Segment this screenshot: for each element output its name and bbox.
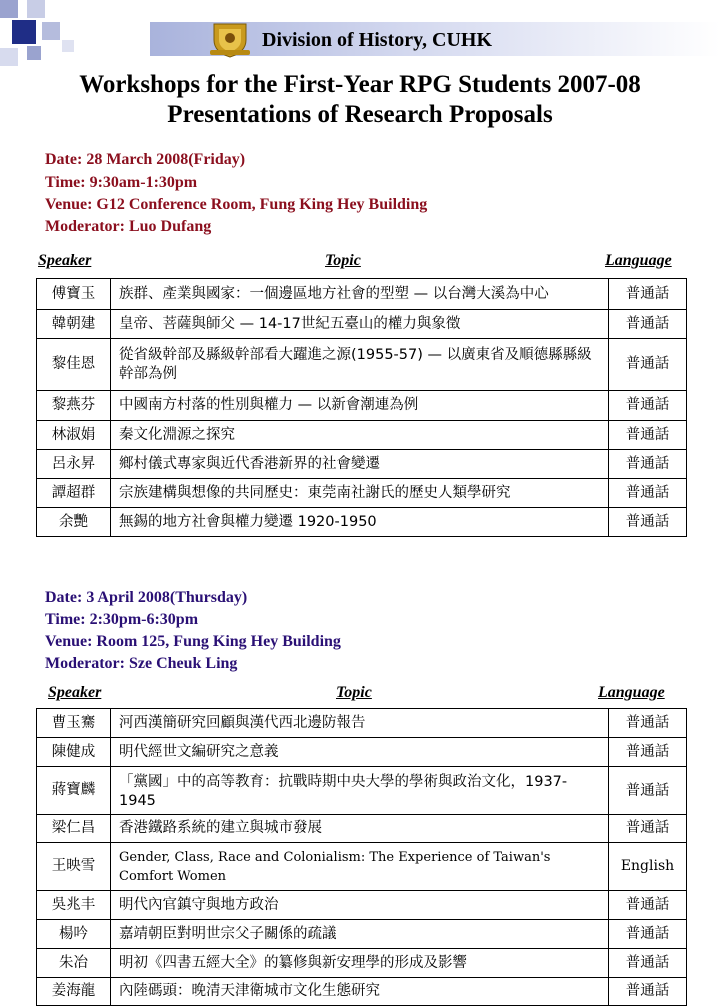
language-cell: 普通話 bbox=[609, 767, 687, 815]
topic-cell: 從省級幹部及縣級幹部看大躍進之源(1955-57) — 以廣東省及順德縣縣級幹部為例 bbox=[111, 339, 609, 391]
table-row bbox=[37, 450, 687, 479]
speaker-cell: 譚超群 bbox=[37, 479, 111, 508]
speaker-cell: 楊吟 bbox=[37, 920, 111, 949]
language-cell: 普通話 bbox=[609, 339, 687, 391]
page-subtitle: Presentations of Research Proposals bbox=[167, 101, 553, 128]
topic-cell: 秦文化淵源之探究 bbox=[111, 421, 609, 450]
language-cell: 普通話 bbox=[609, 815, 687, 843]
language-cell: 普通話 bbox=[609, 508, 687, 537]
speaker-cell: 黎佳恩 bbox=[37, 339, 111, 391]
speaker-cell: 余艷 bbox=[37, 508, 111, 537]
table-row bbox=[37, 339, 687, 391]
speaker-cell: 黎燕芬 bbox=[37, 391, 111, 421]
session1-venue: Venue: G12 Conference Room, Fung King Hey Building bbox=[45, 196, 428, 213]
session1-table bbox=[36, 278, 687, 537]
table-row bbox=[37, 479, 687, 508]
topic-cell: 宗族建構與想像的共同歷史：東莞南社謝氏的歷史人類學研究 bbox=[111, 479, 609, 508]
speaker-cell: 呂永昇 bbox=[37, 450, 111, 479]
language-cell: 普通話 bbox=[609, 310, 687, 339]
table-row bbox=[37, 767, 687, 815]
session2-language-header: Language bbox=[598, 684, 665, 701]
speaker-cell: 梁仁昌 bbox=[37, 815, 111, 843]
table-row bbox=[37, 391, 687, 421]
decor-square bbox=[0, 0, 18, 18]
session2-moderator: Moderator: Sze Cheuk Ling bbox=[45, 655, 238, 672]
language-cell: 普通話 bbox=[609, 279, 687, 310]
speaker-cell: 蔣寶麟 bbox=[37, 767, 111, 815]
topic-cell: 明代內官鎮守與地方政治 bbox=[111, 891, 609, 920]
speaker-cell: 韓朝建 bbox=[37, 310, 111, 339]
language-cell: 普通話 bbox=[609, 920, 687, 949]
speaker-cell: 陳健成 bbox=[37, 738, 111, 767]
speaker-cell: 王映雪 bbox=[37, 843, 111, 891]
topic-cell: 明初《四書五經大全》的纂修與新安理學的形成及影響 bbox=[111, 949, 609, 978]
session2-venue: Venue: Room 125, Fung King Hey Building bbox=[45, 633, 341, 650]
language-cell: 普通話 bbox=[609, 949, 687, 978]
session1-date: Date: 28 March 2008(Friday) bbox=[45, 151, 246, 168]
topic-cell: 鄉村儀式專家與近代香港新界的社會變遷 bbox=[111, 450, 609, 479]
session2-date: Date: 3 April 2008(Thursday) bbox=[45, 589, 248, 606]
table-row bbox=[37, 949, 687, 978]
cuhk-crest-logo bbox=[208, 20, 252, 58]
table-row bbox=[37, 815, 687, 843]
table-row bbox=[37, 709, 687, 738]
decor-square bbox=[12, 20, 36, 44]
decor-square bbox=[27, 46, 41, 60]
topic-cell: 皇帝、菩薩與師父 — 14-17世紀五臺山的權力與象徵 bbox=[111, 310, 609, 339]
language-cell: 普通話 bbox=[609, 391, 687, 421]
speaker-cell: 姜海龍 bbox=[37, 978, 111, 1006]
table-row bbox=[37, 891, 687, 920]
speaker-cell: 吳兆丰 bbox=[37, 891, 111, 920]
session1-topic-header: Topic bbox=[325, 252, 361, 269]
speaker-cell: 林淑娟 bbox=[37, 421, 111, 450]
session1-speaker-header: Speaker bbox=[38, 252, 92, 269]
language-cell: 普通話 bbox=[609, 450, 687, 479]
language-cell: 普通話 bbox=[609, 709, 687, 738]
table-row bbox=[37, 508, 687, 537]
session2-table bbox=[36, 708, 687, 1006]
table-row bbox=[37, 310, 687, 339]
topic-cell: 河西漢簡研究回顧與漢代西北邊防報告 bbox=[111, 709, 609, 738]
table-row bbox=[37, 279, 687, 310]
language-cell: 普通話 bbox=[609, 978, 687, 1006]
page-title: Workshops for the First-Year RPG Students 2007-08 bbox=[79, 71, 641, 98]
table-row bbox=[37, 978, 687, 1006]
table-row bbox=[37, 920, 687, 949]
topic-cell: 「黨國」中的高等教育：抗戰時期中央大學的學術與政治文化，1937-1945 bbox=[111, 767, 609, 815]
topic-cell: 無錫的地方社會與權力變遷 1920-1950 bbox=[111, 508, 609, 537]
speaker-cell: 朱冶 bbox=[37, 949, 111, 978]
session1-moderator: Moderator: Luo Dufang bbox=[45, 218, 212, 235]
session1-language-header: Language bbox=[605, 252, 672, 269]
language-cell: 普通話 bbox=[609, 891, 687, 920]
topic-cell: 族群、產業與國家：一個邊區地方社會的型塑 — 以台灣大溪為中心 bbox=[111, 279, 609, 310]
topic-cell: 內陸碼頭：晚清天津衛城市文化生態研究 bbox=[111, 978, 609, 1006]
table-row bbox=[37, 843, 687, 891]
language-cell: 普通話 bbox=[609, 421, 687, 450]
topic-cell: Gender, Class, Race and Colonialism: The Experience of Taiwan's Comfort Women bbox=[111, 843, 609, 891]
table-row bbox=[37, 421, 687, 450]
decor-square bbox=[27, 0, 45, 18]
topic-cell: 香港鐵路系統的建立與城市發展 bbox=[111, 815, 609, 843]
table-row bbox=[37, 738, 687, 767]
session2-topic-header: Topic bbox=[336, 684, 372, 701]
topic-cell: 中國南方村落的性別與權力 — 以新會潮連為例 bbox=[111, 391, 609, 421]
decor-square bbox=[62, 40, 74, 52]
division-name: Division of History, CUHK bbox=[262, 29, 493, 51]
topic-cell: 嘉靖朝臣對明世宗父子關係的疏議 bbox=[111, 920, 609, 949]
language-cell: 普通話 bbox=[609, 738, 687, 767]
decor-square bbox=[0, 48, 18, 66]
topic-cell: 明代經世文編研究之意義 bbox=[111, 738, 609, 767]
language-cell: 普通話 bbox=[609, 479, 687, 508]
language-cell: English bbox=[609, 843, 687, 891]
decor-square bbox=[42, 22, 60, 40]
session2-time: Time: 2:30pm-6:30pm bbox=[45, 611, 199, 628]
speaker-cell: 曹玉騫 bbox=[37, 709, 111, 738]
session1-time: Time: 9:30am-1:30pm bbox=[45, 174, 198, 191]
session2-speaker-header: Speaker bbox=[48, 684, 102, 701]
speaker-cell: 傅寶玉 bbox=[37, 279, 111, 310]
